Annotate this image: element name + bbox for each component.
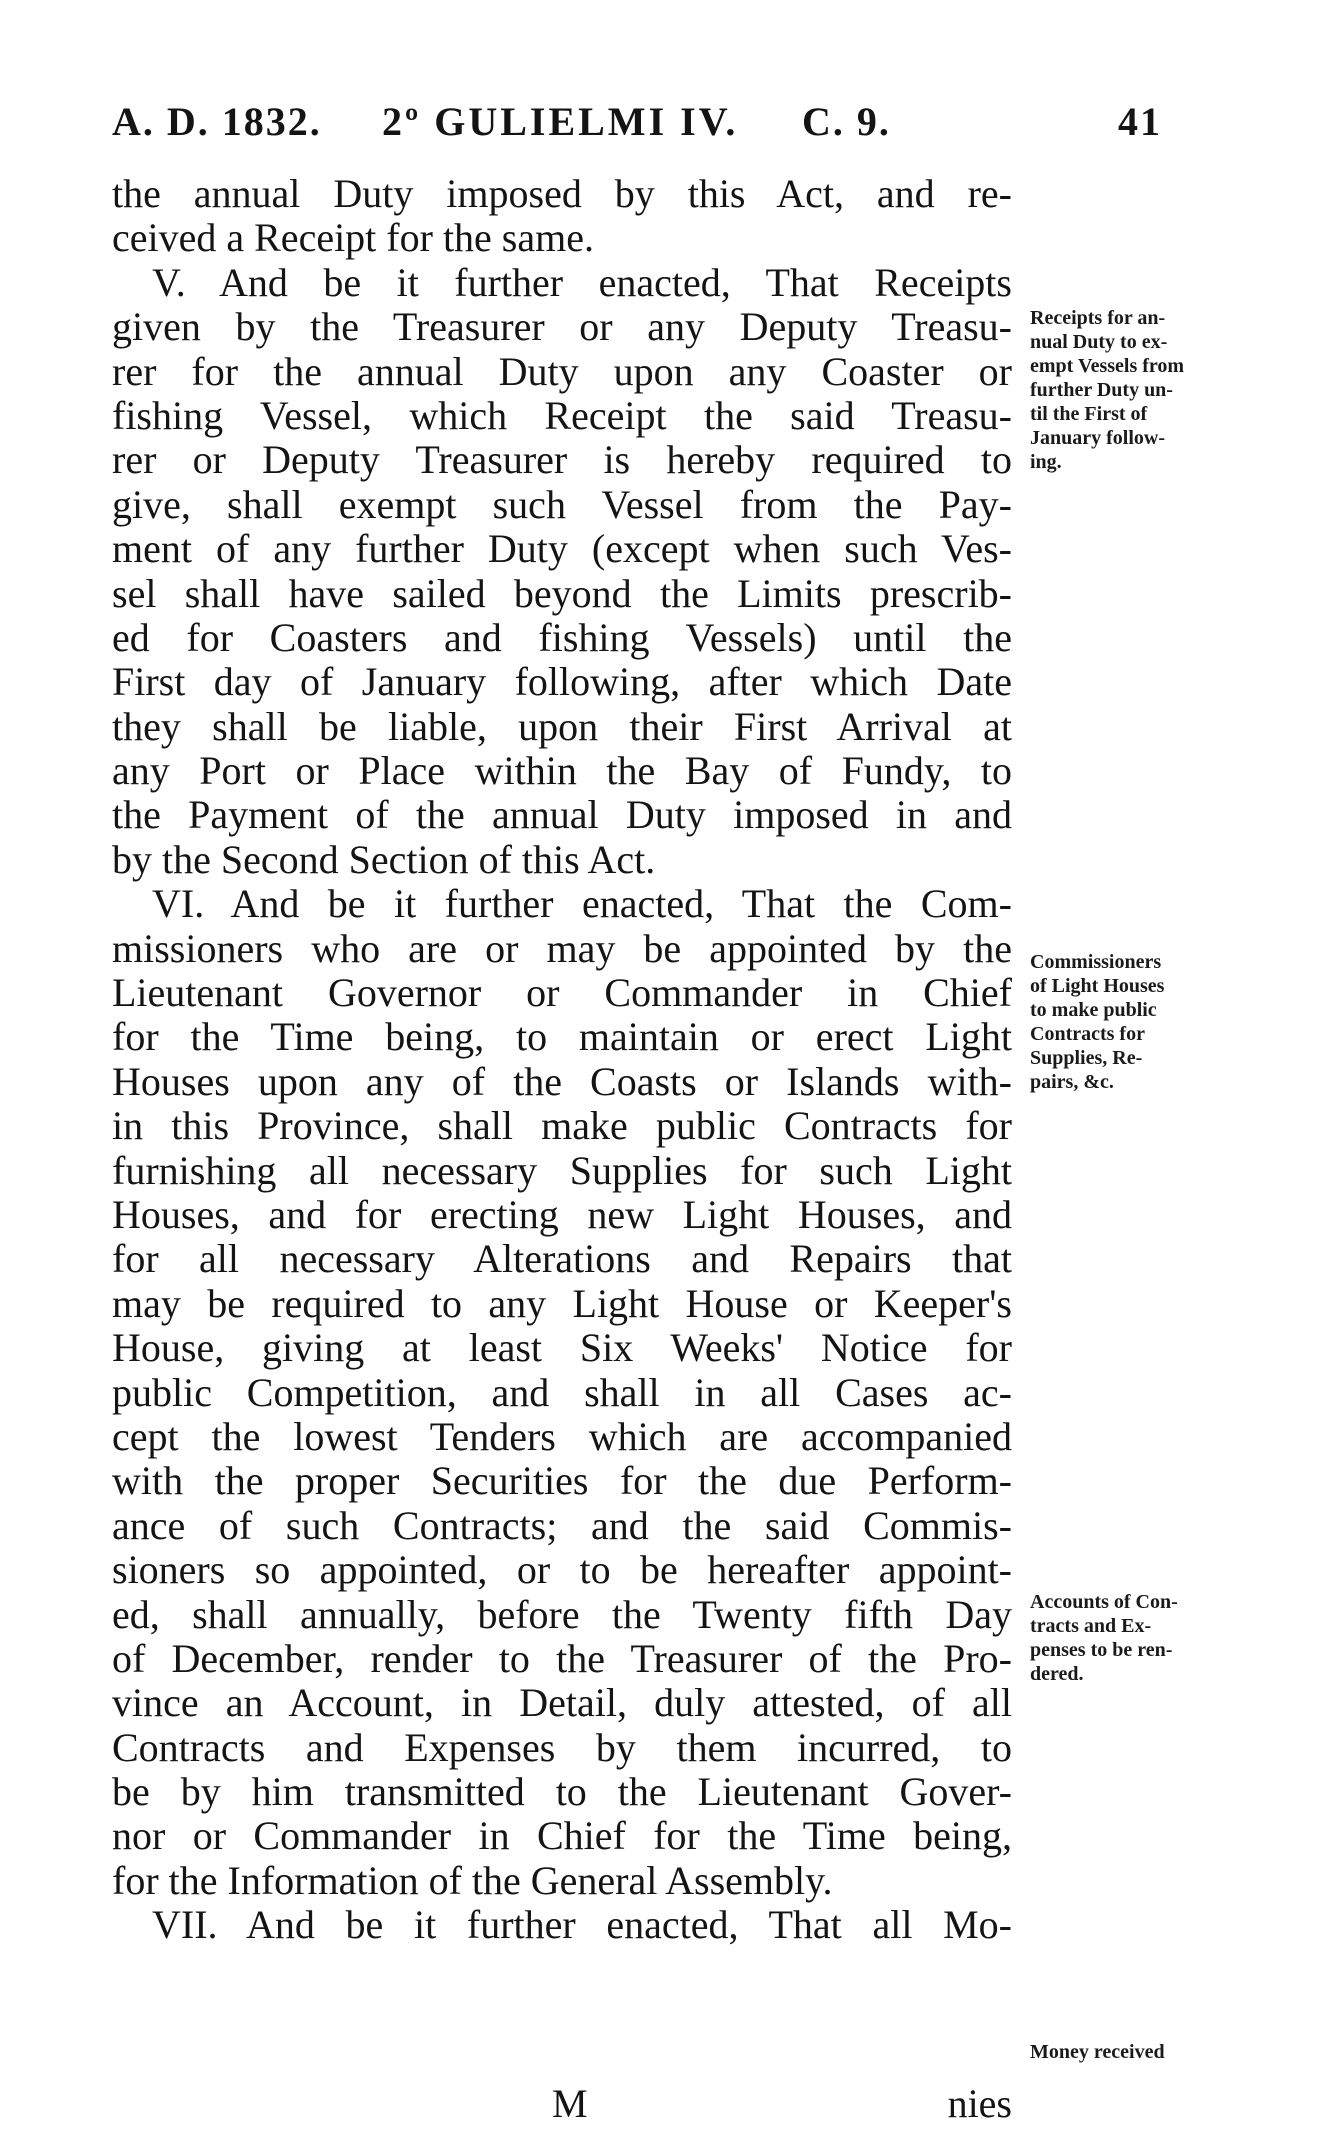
- text-line: for all necessary Alterations and Repairs that: [112, 1237, 1012, 1282]
- text-line: in this Province, shall make public Contracts for: [112, 1104, 1012, 1149]
- margin-note-line: Supplies, Re-: [1030, 1047, 1143, 1069]
- margin-note-line: empt Vessels from: [1030, 355, 1185, 377]
- text-line: for the Information of the General Assembly.: [112, 1858, 833, 1903]
- text-line: sel shall have sailed beyond the Limits prescrib-: [112, 571, 1012, 616]
- running-header: [112, 98, 1162, 158]
- text-line: ance of such Contracts; and the said Commis-: [112, 1503, 1012, 1548]
- text-line: give, shall exempt such Vessel from the Pay-: [112, 482, 1012, 527]
- section-vi-start: VI. And be it further enacted, That the Com-: [152, 882, 1012, 927]
- margin-note-accounts: [1030, 1590, 1240, 1686]
- margin-note-line: Contracts for: [1030, 1023, 1145, 1045]
- main-text: [112, 172, 1012, 1948]
- catchword: nies: [947, 2081, 1012, 2126]
- margin-note-receipts: [1030, 306, 1240, 474]
- margin-note-line: til the First of: [1030, 403, 1148, 425]
- margin-note-line: tracts and Ex-: [1030, 1615, 1152, 1637]
- text-line: Lieutenant Governor or Commander in Chief: [112, 971, 1012, 1016]
- text-line: of December, render to the Treasurer of the Pro-: [112, 1636, 1012, 1681]
- text-line: Contracts and Expenses by them incurred, to: [112, 1725, 1012, 1770]
- text-line: by the Second Section of this Act.: [112, 837, 656, 882]
- text-line: the annual Duty imposed by this Act, and re-: [112, 172, 1012, 216]
- text-line: may be required to any Light House or Keeper's: [112, 1281, 1012, 1326]
- text-line: rer or Deputy Treasurer is hereby required to: [112, 438, 1012, 483]
- margin-note-line: Receipts for an-: [1030, 307, 1166, 329]
- margin-note-money: [1030, 2040, 1240, 2064]
- text-line: rer for the annual Duty upon any Coaster or: [112, 349, 1012, 394]
- margin-note-line: Accounts of Con-: [1030, 1591, 1178, 1613]
- text-line: given by the Treasurer or any Deputy Treasu-: [112, 305, 1012, 350]
- margin-note-line: to make public: [1030, 999, 1157, 1021]
- signature-mark: M: [552, 2081, 588, 2126]
- margin-note-line: ing.: [1030, 451, 1062, 473]
- header-reign: 2º GULIELMI IV.: [382, 99, 739, 144]
- section-v-start: V. And be it further enacted, That Receipts: [152, 260, 1012, 305]
- margin-note-line: further Duty un-: [1030, 379, 1173, 401]
- text-line: Houses upon any of the Coasts or Islands with-: [112, 1059, 1012, 1104]
- text-line: furnishing all necessary Supplies for such Light: [112, 1148, 1012, 1193]
- margin-note-line: Commissioners: [1030, 951, 1162, 973]
- margin-note-line: nual Duty to ex-: [1030, 331, 1168, 353]
- margin-note-line: pairs, &c.: [1030, 1071, 1114, 1093]
- text-line: they shall be liable, upon their First Arrival at: [112, 704, 1012, 749]
- text-line: Houses, and for erecting new Light Houses, and: [112, 1192, 1012, 1237]
- text-line: vince an Account, in Detail, duly attested, of all: [112, 1681, 1012, 1726]
- margin-note-line: January follow-: [1030, 427, 1165, 449]
- text-line: public Competition, and shall in all Cases ac-: [112, 1370, 1012, 1415]
- margin-note-line: penses to be ren-: [1030, 1639, 1173, 1661]
- text-line: with the proper Securities for the due Perform-: [112, 1459, 1012, 1504]
- page-footer: [112, 2080, 1012, 2130]
- text-line: nor or Commander in Chief for the Time being,: [112, 1814, 1012, 1859]
- text-line: cept the lowest Tenders which are accompanied: [112, 1414, 1012, 1459]
- margin-note-line: of Light Houses: [1030, 975, 1165, 997]
- text-line: missioners who are or may be appointed by the: [112, 926, 1012, 971]
- text-line: be by him transmitted to the Lieutenant Gover-: [112, 1770, 1012, 1815]
- section-vii-start: VII. And be it further enacted, That all Mo-: [152, 1903, 1012, 1948]
- margin-note-commissioners: [1030, 950, 1240, 1094]
- margin-note-line: Money received: [1030, 2041, 1165, 2063]
- text-line: ment of any further Duty (except when such Ves-: [112, 527, 1012, 572]
- text-line: ed for Coasters and fishing Vessels) until the: [112, 615, 1012, 660]
- text-line: for the Time being, to maintain or erect Light: [112, 1015, 1012, 1060]
- text-line: First day of January following, after which Date: [112, 660, 1012, 705]
- text-line: the Payment of the annual Duty imposed in and: [112, 793, 1012, 838]
- text-line: ceived a Receipt for the same.: [112, 216, 594, 261]
- margin-note-line: dered.: [1030, 1663, 1084, 1685]
- text-line: sioners so appointed, or to be hereafter appoint-: [112, 1548, 1012, 1593]
- header-chapter: C. 9.: [802, 99, 891, 144]
- header-year: A. D. 1832.: [112, 99, 322, 144]
- text-line: fishing Vessel, which Receipt the said Treasu-: [112, 393, 1012, 438]
- text-line: ed, shall annually, before the Twenty fifth Day: [112, 1592, 1012, 1637]
- page-number: 41: [1118, 99, 1162, 144]
- text-line: House, giving at least Six Weeks' Notice for: [112, 1326, 1012, 1371]
- text-line: any Port or Place within the Bay of Fundy, to: [112, 749, 1012, 794]
